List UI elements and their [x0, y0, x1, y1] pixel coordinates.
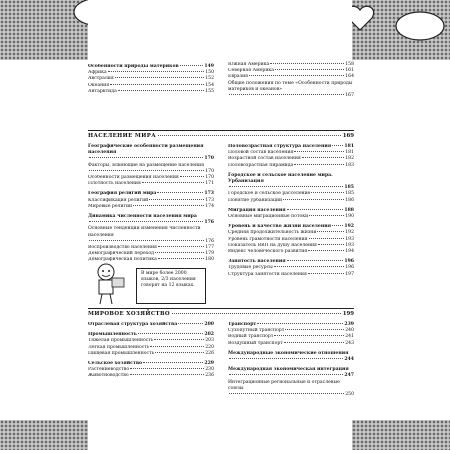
section-page-number: 169 [342, 133, 354, 139]
toc-group [88, 144, 214, 187]
toc-heading-label: Половозрастная структура населения [228, 144, 332, 149]
toc-heading-label: Уровень и качество жизни населения [228, 224, 332, 230]
section-page-number: 199 [342, 311, 354, 317]
toc-group [88, 332, 214, 357]
toc-group [88, 214, 214, 264]
section-header-economy[interactable] [88, 308, 354, 319]
toc-entry-label: Животноводство [88, 373, 129, 379]
toc-page-number: 200 [204, 322, 214, 327]
toc-entry-label: Средняя продолжительность жизни [228, 230, 317, 236]
toc-entry[interactable] [228, 81, 354, 100]
book-icon [112, 278, 124, 287]
toc-entry-label: Основные тенденции изменения численности населения [88, 226, 201, 238]
toc-page-number: 174 [205, 203, 214, 209]
toc-entry-label: Показатель ВВП на душу населения [228, 242, 317, 248]
toc-page-number: 176 [205, 238, 214, 244]
toc-heading[interactable] [228, 367, 354, 379]
toc-entry-label: Северная Америка [228, 68, 275, 74]
toc-group [88, 361, 214, 380]
toc-heading[interactable] [88, 322, 214, 328]
toc-entry-label: Половой состав населения [228, 150, 294, 156]
toc-entry-label: Южная Америка [228, 62, 270, 67]
toc-entry-label: Сухопутный транспорт [228, 328, 285, 334]
toc-entry-label: Воспроизводство населения [88, 245, 157, 251]
toc-heading-label: Занятость населения [228, 259, 286, 265]
toc-entry[interactable] [228, 214, 354, 220]
toc-entry[interactable] [88, 226, 214, 245]
toc-page-number: 202 [204, 332, 214, 338]
toc-entry-label: Понятие урбанизации [228, 197, 283, 203]
toc-group [228, 351, 354, 363]
toc-page-number: 226 [205, 350, 214, 356]
toc-entry[interactable] [88, 181, 214, 187]
toc-page-number: 239 [344, 322, 354, 327]
toc-page-number: 181 [345, 150, 354, 156]
toc-entry-label: Плотность населения [88, 181, 141, 187]
toc-entry[interactable] [228, 380, 354, 399]
toc-entry[interactable] [228, 163, 354, 169]
toc-heading-label: Международная экономическая интеграция [228, 367, 349, 373]
toc-entry-label: Возрастной состав населения [228, 156, 301, 162]
toc-entry-label: Евразия [228, 74, 249, 80]
toc-page-number: 203 [205, 338, 214, 344]
toc-page-number: 167 [345, 93, 354, 99]
toc-heading-label: Отраслевая структура хозяйства [88, 322, 178, 327]
toc-heading-label: Международные экономические отношения [228, 350, 349, 356]
toc-page-number: 190 [345, 214, 354, 220]
toc-entry-label: Воздушный транспорт [228, 340, 283, 346]
toc-page-number: 241 [345, 334, 354, 340]
mascot-illustration [88, 262, 134, 306]
toc-entry-label: Австралия [88, 76, 114, 82]
toc-entry-label: Демографический переход [88, 251, 154, 257]
toc-entry-label: Водный транспорт [228, 334, 274, 340]
toc-entry-label: Основные миграционные потоки [228, 214, 309, 220]
toc-entry-label: Уровень грамотности населения [228, 236, 308, 242]
toc-page-number: 158 [345, 62, 354, 67]
toc-entry-label: Особенности размещения населения [88, 175, 179, 181]
toc-page-number: 196 [344, 259, 354, 265]
toc-group [228, 208, 354, 220]
toc-page-number: 176 [204, 220, 214, 226]
toc-entry-label: Антарктида [88, 88, 117, 94]
toc-group [88, 191, 214, 210]
toc-group [228, 173, 354, 204]
toc-entry-label: Океания [88, 82, 110, 88]
toc-heading[interactable] [88, 144, 214, 163]
toc-page-number: 179 [205, 251, 214, 257]
toc-entry-label: Тяжёлая промышленность [88, 338, 154, 344]
toc-entry[interactable] [228, 198, 354, 204]
toc-heading[interactable] [88, 214, 214, 226]
toc-top-right [228, 62, 354, 99]
toc-page-number: 244 [344, 357, 354, 363]
toc-page-number: 182 [345, 156, 354, 162]
toc-heading-label: Сельское хозяйство [88, 361, 143, 367]
toc-page-number: 186 [345, 197, 354, 203]
toc-top-left [88, 64, 214, 95]
toc-page-number: 196 [345, 265, 354, 271]
toc-entry[interactable] [228, 272, 354, 278]
toc-page-number: 177 [205, 245, 214, 251]
toc-heading-label: География религий мира [88, 191, 157, 197]
toc-entry-label: Демографическая политика [88, 257, 157, 263]
toc-entry-label: Структура занятости населения [228, 271, 307, 277]
toc-entry[interactable] [88, 163, 214, 175]
toc-group [228, 224, 354, 255]
toc-page-number: 250 [345, 392, 354, 398]
toc-entry[interactable] [88, 373, 214, 379]
toc-page-number: 192 [344, 224, 354, 230]
toc-page-number: 236 [205, 373, 214, 379]
toc-page-number: 230 [205, 367, 214, 373]
toc-page-number: 192 [345, 230, 354, 236]
fact-note-box [136, 268, 206, 304]
toc-economy-right [228, 322, 354, 402]
toc-entry[interactable] [228, 249, 354, 255]
toc-heading-label: Транспорт [228, 322, 257, 327]
toc-population-right [228, 144, 354, 282]
toc-page-number: 170 [205, 168, 214, 174]
toc-page-number: 243 [345, 340, 354, 346]
toc-page-number: 171 [205, 181, 214, 187]
toc-entry-label: Классификация религий [88, 197, 149, 203]
toc-page-number: 229 [204, 361, 214, 367]
toc-entry-label: Трудовые ресурсы [228, 265, 273, 271]
toc-page-number: 188 [344, 207, 354, 213]
toc-entry-label: Лёгкая промышленность [88, 344, 150, 350]
toc-group [228, 367, 354, 398]
toc-page-number: 150 [205, 70, 214, 76]
toc-page-number: 154 [205, 82, 214, 88]
toc-economy-left [88, 322, 214, 384]
toc-page-number: 173 [205, 197, 214, 203]
toc-page-number: 173 [204, 191, 214, 197]
section-header-population[interactable] [88, 130, 354, 141]
section-title: МИРОВОЕ ХОЗЯЙСТВО [88, 311, 171, 317]
toc-heading-label: Географические особенности размещения населения [88, 144, 204, 156]
toc-page-number: 170 [204, 156, 214, 162]
toc-heading[interactable] [228, 173, 354, 192]
toc-heading-label: Городское и сельское население мира. Урбанизация [228, 172, 333, 185]
toc-entry[interactable] [88, 351, 214, 357]
toc-heading-label: Промышленность [88, 332, 137, 338]
toc-page-number: 155 [205, 88, 214, 94]
section-title: НАСЕЛЕНИЕ МИРА [88, 133, 157, 139]
toc-heading-label: Динамика численности населения мира [88, 214, 197, 220]
toc-heading-label: Особенности природы материков [88, 64, 179, 69]
toc-entry-label: Пищевая промышленность [88, 350, 155, 356]
toc-entry-label: Факторы, влияющие на размещение населения [88, 162, 205, 168]
toc-page-number: 185 [345, 191, 354, 197]
toc-heading[interactable] [228, 351, 354, 363]
toc-page-number: 240 [345, 328, 354, 334]
toc-page-number: 247 [344, 373, 354, 379]
toc-entry-label: Растениеводство [88, 367, 130, 373]
toc-page-number: 181 [344, 144, 354, 149]
toc-page-number: 193 [345, 242, 354, 248]
toc-page-number: 197 [345, 271, 354, 277]
toc-page-number: 149 [204, 64, 214, 69]
toc-group [228, 322, 354, 347]
fact-note-text: В мире более 2000 языков, 2/3 населения говорят на 12 языках. [141, 271, 196, 288]
toc-page-number: 185 [344, 185, 354, 191]
speech-bubble-icon [396, 12, 444, 40]
toc-page-number: 161 [345, 68, 354, 74]
toc-entry-label: Общие положения по теме «Особенности природы материков и океанов» [228, 80, 353, 92]
toc-entry[interactable] [228, 341, 354, 347]
toc-page-number: 183 [345, 162, 354, 168]
toc-page-number: 170 [205, 175, 214, 181]
toc-page-number: 152 [205, 76, 214, 82]
toc-entry[interactable] [88, 204, 214, 210]
toc-entry-label: Индекс человеческого развития [228, 249, 308, 255]
toc-population-left [88, 144, 214, 268]
toc-page-number: 193 [345, 236, 354, 242]
toc-entry-label: Интеграционные региональные и отраслевые союзы [228, 379, 340, 391]
toc-group [88, 322, 214, 328]
toc-heading-label: Миграция населения [228, 207, 286, 213]
toc-group [228, 259, 354, 278]
toc-entry-label: Мировые религии [88, 203, 133, 209]
toc-page-number: 194 [345, 249, 354, 255]
toc-entry-label: Африка [88, 70, 107, 76]
toc-entry[interactable] [88, 89, 214, 95]
toc-entry-label: Половозрастная пирамида [228, 162, 294, 168]
toc-page-number: 164 [345, 74, 354, 80]
toc-page-number: 180 [205, 257, 214, 263]
toc-entry-label: Городское и сельское расселение [228, 191, 311, 197]
toc-group [228, 144, 354, 169]
toc-page-number: 220 [205, 344, 214, 350]
